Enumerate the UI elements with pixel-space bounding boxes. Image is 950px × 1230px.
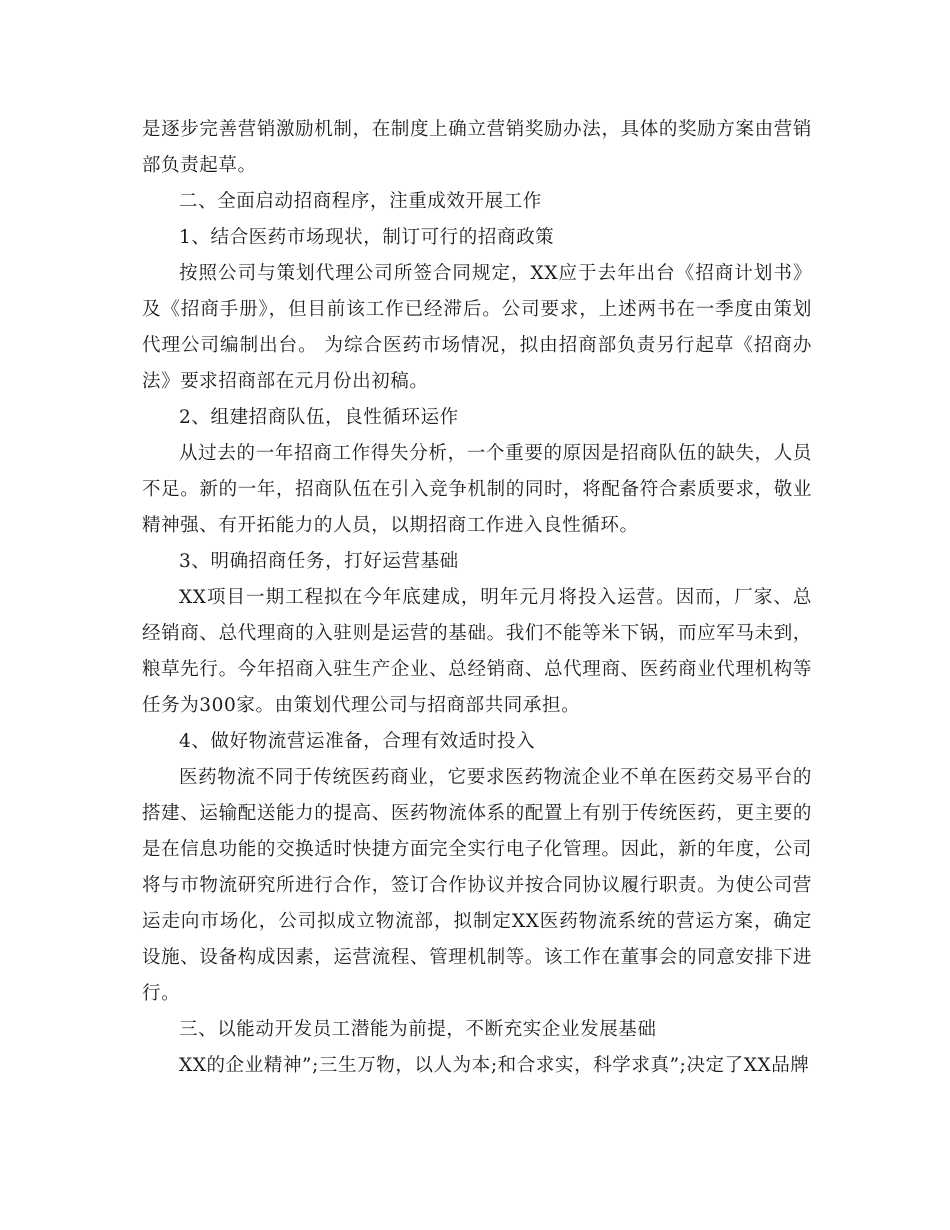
paragraph-continuation: 是逐步完善营销激励机制，在制度上确立营销奖励办法，具体的奖励方案由营销部负责起草。 <box>142 119 812 176</box>
subheading-2: 2、组建招商队伍，良性循环运作 <box>179 407 459 428</box>
subheading-3: 3、明确招商任务，打好运营基础 <box>179 551 459 572</box>
paragraph-investment-policy: 按照公司与策划代理公司所签合同规定，XX应于去年出台《招商计划书》及《招商手册》，但目前该工作已经滞后。公司要求，上述两书在一季度由策划代理公司编制出台。 为综合医药市场情况，拟由招商部负责另行起草《招商办法》要求招商部在元月份出初稿。 <box>142 263 812 392</box>
subheading-1: 1、结合医药市场现状，制订可行的招商政策 <box>179 227 555 248</box>
section-heading-3: 三、以能动开发员工潜能为前提，不断充实企业发展基础 <box>179 1019 657 1040</box>
paragraph-enterprise-spirit: XX的企业精神”;三生万物，以人为本;和合求实，科学求真”;决定了XX品牌 <box>179 1055 810 1076</box>
paragraph-investment-team: 从过去的一年招商工作得失分析，一个重要的原因是招商队伍的缺失，人员不足。新的一年，招商队伍在引入竞争机制的同时，将配备符合素质要求，敬业精神强、有开拓能力的人员，以期招商工作进入良性循环。 <box>142 443 812 536</box>
paragraph-investment-tasks: XX项目一期工程拟在今年底建成，明年元月将投入运营。因而，厂家、总经销商、总代理商的入驻则是运营的基础。我们不能等米下锅，而应军马未到，粮草先行。今年招商入驻生产企业、总经销商、总代理商、医药商业代理机构等任务为300家。由策划代理公司与招商部共同承担。 <box>142 587 812 716</box>
subheading-4: 4、做好物流营运准备，合理有效适时投入 <box>179 731 536 752</box>
document-body <box>142 112 812 1084</box>
section-heading-2: 二、全面启动招商程序，注重成效开展工作 <box>179 191 542 212</box>
paragraph-logistics: 医药物流不同于传统医药商业，它要求医药物流企业不单在医药交易平台的搭建、运输配送能力的提高、医药物流体系的配置上有别于传统医药，更主要的是在信息功能的交换适时快捷方面完全实行电子化管理。因此，新的年度，公司将与市物流研究所进行合作，签订合作协议并按合同协议履行职责。为使公司营运走向市场化，公司拟成立物流部，拟制定XX医药物流系统的营运方案，确定设施、设备构成因素，运营流程、管理机制等。该工作在董事会的同意安排下进行。 <box>142 767 812 1004</box>
